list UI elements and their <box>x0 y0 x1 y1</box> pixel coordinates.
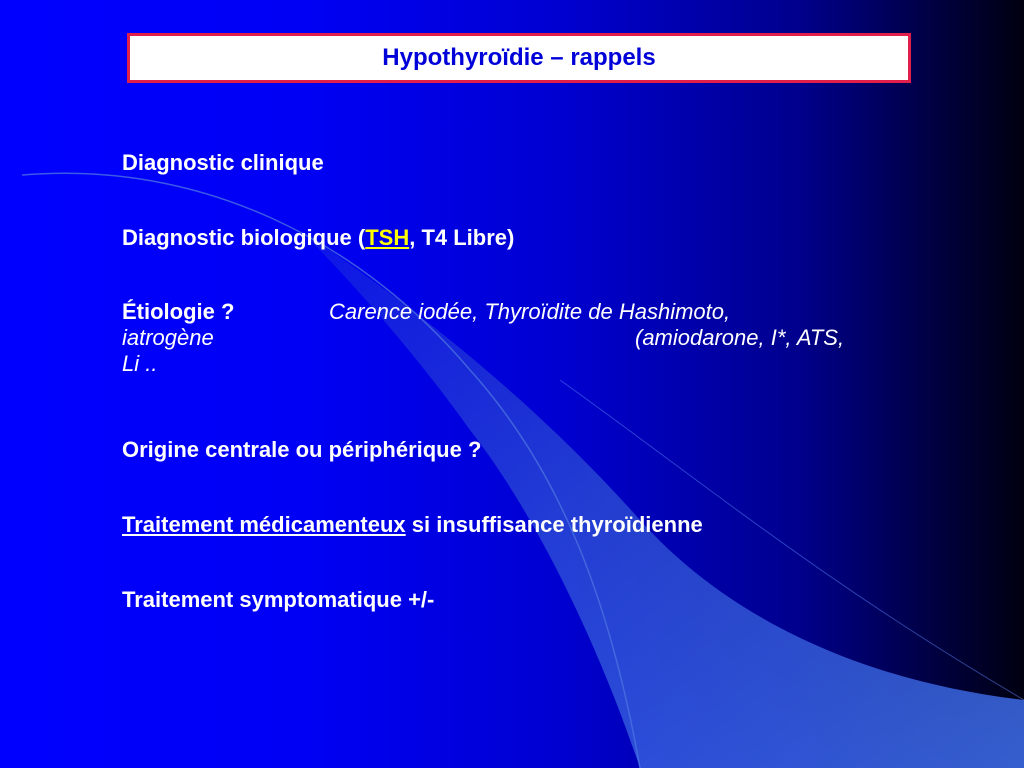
etiologie-line2b: (amiodarone, I*, ATS, <box>635 325 845 350</box>
item-diagnostic-clinique-text: Diagnostic clinique <box>122 150 324 175</box>
item-traitement-symptomatique <box>122 587 434 613</box>
item-origine <box>122 437 481 463</box>
item-etiologie <box>122 299 912 377</box>
traitement-sympto-text: Traitement symptomatique +/- <box>122 587 435 612</box>
slide-title: Hypothyroïdie – rappels <box>382 44 656 71</box>
traitement-med-rest: si insuffisance thyroïdienne <box>405 512 703 537</box>
item-traitement-medicamenteux <box>122 512 703 538</box>
item-diagnostic-clinique <box>122 150 324 176</box>
traitement-medicamenteux-link[interactable]: Traitement médicamenteux <box>122 512 406 537</box>
etiologie-label: Étiologie ? <box>122 299 235 324</box>
etiologie-line2a: iatrogène <box>122 325 214 350</box>
etiologie-line3: Li .. <box>122 351 158 376</box>
etiologie-line1: Carence iodée, Thyroïdite de Hashimoto, <box>329 299 731 324</box>
item-diagnostic-biologique <box>122 225 514 251</box>
diag-bio-suffix: , T4 Libre) <box>409 225 515 250</box>
diag-bio-prefix: Diagnostic biologique ( <box>122 225 366 250</box>
tsh-link[interactable]: TSH <box>365 225 410 250</box>
origine-text: Origine centrale ou périphérique ? <box>122 437 482 462</box>
title-box <box>127 33 911 83</box>
